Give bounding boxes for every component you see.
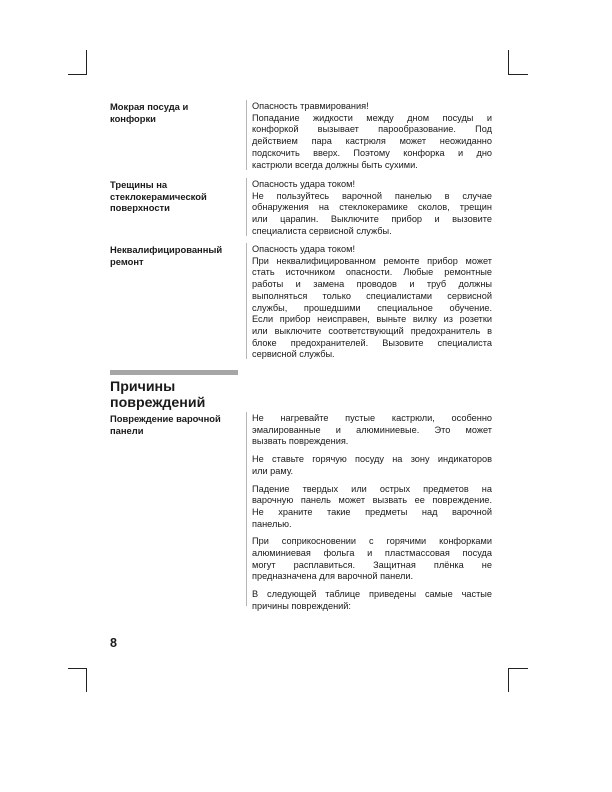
text-line: В следующей таблице приведены самые частые [252,589,492,600]
text-line: выполняться только специалистами сервисной [252,290,492,301]
text-line: Опасность удара током! [252,244,355,254]
paragraph [252,454,492,477]
column-divider [246,412,247,606]
text-line: службы, прошедшими специальное обучение. [252,302,492,313]
text-line: панелью. [252,518,292,529]
text-line: могут расплавиться. Защитная плёнка не [252,559,492,570]
crop-mark-top-right [508,50,509,74]
text-line: варочную панель может вызвать ее повреждение. [252,495,492,506]
text-line: Не храните такие предметы над варочной [252,506,492,517]
text-line: работы и замена проводов и труб должны [252,279,492,290]
row-label-hob-damage [110,413,238,436]
row-text-hob-damage [252,413,492,613]
label-line: ремонт [110,255,144,267]
column-divider [246,178,247,236]
page-number: 8 [110,636,117,650]
crop-mark-top-right [508,74,528,75]
label-line: конфорки [110,112,156,124]
row-text-unqualified-repair [252,244,492,361]
section-title [110,379,250,411]
paragraph [252,589,492,612]
label-line: стеклокерамической [110,190,207,202]
row-label-cracks [110,179,238,214]
text-line: или выключите соответствующий предохранитель в [252,325,492,336]
paragraph [252,484,492,531]
crop-mark-bottom-left [86,668,87,692]
label-line: панели [110,424,144,436]
label-line: Мокрая посуда и [110,101,189,112]
column-divider [246,100,247,170]
row-label-unqualified-repair [110,244,238,267]
paragraph [252,413,492,448]
paragraph [252,536,492,583]
row-label-wet-cookware [110,101,238,124]
text-line: Опасность удара током! [252,179,355,189]
text-line: предназначена для варочной панели. [252,571,414,582]
text-line: Попадание жидкости между дном посуды и [252,112,492,123]
label-line: Трещины на [110,179,168,190]
crop-mark-bottom-left [68,668,87,669]
crop-mark-bottom-right [508,668,509,692]
text-line: сервисной службы. [252,349,335,360]
text-line: специалиста сервисной службы. [252,225,392,236]
text-line: кастрюли всегда должны быть сухими. [252,159,418,170]
text-line: блоке предохранителей. Вызовите специалиста [252,337,492,348]
text-line: Падение твердых или острых предметов на [252,483,492,494]
column-divider [246,243,247,359]
text-line: Если прибор неисправен, выньте вилку из розетки [252,314,492,325]
text-line: Не нагревайте пустые кастрюли, особенно [252,413,492,423]
crop-mark-top-left [68,74,87,75]
text-line: эмалированные и алюминиевые. Это может [252,424,492,435]
text-line: или раму. [252,465,294,476]
text-line: обнаружения на стеклокерамике сколов, трещин [252,202,492,213]
text-line: алюминиевая фольга и пластмассовая посуда [252,548,492,559]
section-title-line: повреждений [110,395,206,411]
section-title-line: Причины [110,379,176,395]
text-line: причины повреждений: [252,600,351,611]
label-line: Неквалифицированный [110,244,223,255]
text-line: При соприкосновении с горячими конфорками [252,536,492,547]
section-heading-bar [110,370,238,375]
text-line: конфоркой вызывает парообразование. Под [252,124,492,135]
crop-mark-bottom-right [508,668,528,669]
text-line: вызвать повреждения. [252,436,349,447]
text-line: Не ставьте горячую посуду на зону индикаторов [252,454,492,465]
text-line: подскочить вверх. Поэтому конфорка и дно [252,147,492,158]
text-line: действием пара кастрюля может неожиданно [252,136,492,147]
row-text-cracks [252,179,492,238]
label-line: Повреждение варочной [110,413,221,424]
text-line: При неквалифицированном ремонте прибор может [252,255,492,266]
text-line: Не пользуйтесь варочной панелью в случае [252,190,492,201]
crop-mark-top-left [86,50,87,74]
text-line: стать источником опасности. Любые ремонтные [252,267,492,278]
label-line: поверхности [110,202,170,214]
text-line: или царапин. Выключите прибор и вызовите [252,214,492,225]
row-text-wet-cookware [252,101,492,171]
text-line: Опасность травмирования! [252,101,369,111]
